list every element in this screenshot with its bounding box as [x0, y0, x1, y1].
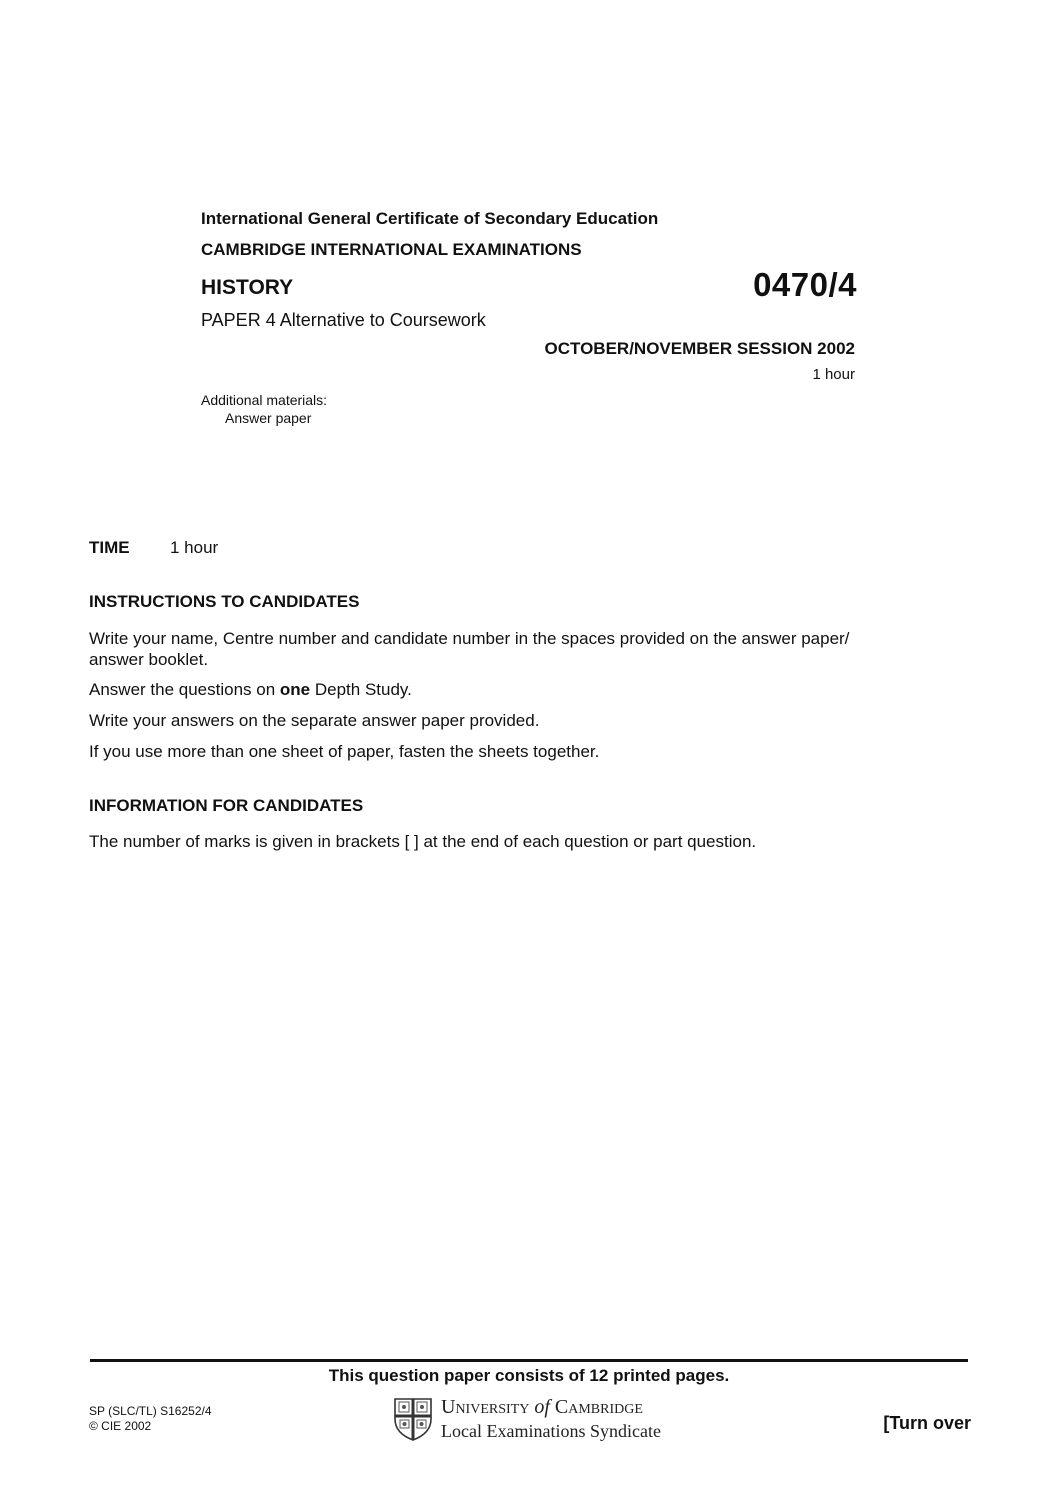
- paper-code: 0470/4: [753, 266, 857, 303]
- turn-over-note: [Turn over: [883, 1413, 971, 1433]
- logo-university: University: [441, 1396, 530, 1418]
- time-label: TIME: [89, 538, 130, 557]
- copyright-notice: © CIE 2002: [89, 1419, 152, 1433]
- information-line-1: The number of marks is given in brackets [ ] at the end of each question or part question.: [89, 832, 757, 851]
- logo-cambridge: Cambridge: [554, 1396, 643, 1418]
- syndicate-name: Local Examinations Syndicate: [441, 1421, 661, 1441]
- additional-materials-label: Additional materials:: [201, 392, 328, 408]
- information-title: INFORMATION FOR CANDIDATES: [89, 796, 364, 815]
- instruction-line-2-emphasis: one: [279, 680, 311, 699]
- subject-title: HISTORY: [201, 276, 294, 299]
- instruction-line-2-end: Depth Study.: [310, 680, 412, 699]
- logo-of: of: [534, 1396, 550, 1418]
- university-logo-text: [441, 1396, 643, 1419]
- paper-title: PAPER 4 Alternative to Coursework: [201, 310, 486, 330]
- instruction-line-3: Write your answers on the separate answer paper provided.: [89, 711, 540, 730]
- instruction-line-1-continued: answer booklet.: [89, 650, 209, 669]
- page-count-note: This question paper consists of 12 printed pages.: [328, 1366, 730, 1385]
- exam-session: OCTOBER/NOVEMBER SESSION 2002: [544, 339, 855, 358]
- additional-materials-item: Answer paper: [225, 410, 312, 426]
- instruction-line-1: Write your name, Centre number and candidate number in the spaces provided on the answer paper/: [89, 629, 850, 648]
- instructions-title: INSTRUCTIONS TO CANDIDATES: [89, 592, 360, 611]
- paper-reference-code: SP (SLC/TL) S16252/4: [89, 1404, 212, 1418]
- university-crest-icon: [393, 1397, 433, 1441]
- qualification-title: International General Certificate of Secondary Education: [201, 209, 659, 228]
- exam-duration: 1 hour: [812, 366, 855, 383]
- instruction-line-2: [89, 679, 412, 700]
- time-value: 1 hour: [170, 538, 219, 557]
- exam-board: CAMBRIDGE INTERNATIONAL EXAMINATIONS: [201, 240, 582, 259]
- footer-divider: [90, 1359, 968, 1362]
- paper-reference: [89, 1404, 212, 1434]
- instruction-line-4: If you use more than one sheet of paper, fasten the sheets together.: [89, 742, 600, 761]
- instruction-line-2-start: Answer the questions on: [89, 680, 280, 699]
